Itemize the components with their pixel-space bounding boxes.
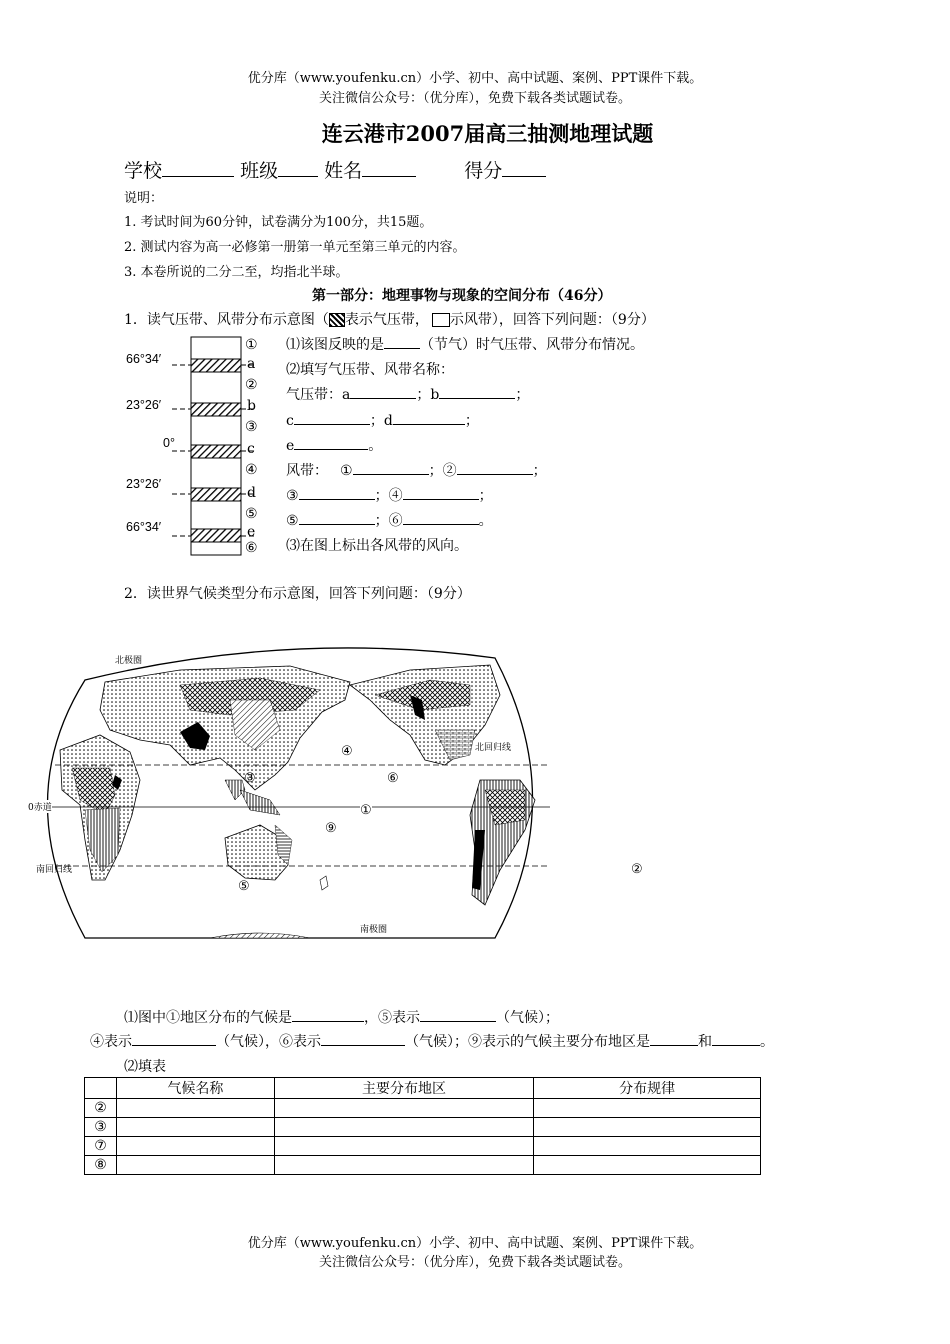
q1-wind-row-1: 风带： ① ；② ； [286,460,547,480]
q2-sub1-line [124,1007,559,1027]
row-label: ⑧ [85,1156,117,1175]
belt-c-label: c [247,441,255,457]
w-1: ① [340,463,353,479]
tropic-capricorn-label: 南回归线 [36,865,73,875]
header-line-1: 优分库（www.youfenku.cn）小学、初中、高中试题、案例、PPT课件下载。 [247,71,703,86]
page-title: 连云港市2007届高三抽测地理试题 [321,121,654,146]
note-3: 3. 本卷所说的二分二至，均指北半球。 [124,265,349,280]
school-blank[interactable] [162,162,234,177]
score-label: 得分 [464,160,503,182]
belt-d-label: d [247,485,256,501]
map-num-5: ⑤ [238,879,250,894]
q2-sub2: ⑵填表 [124,1059,166,1075]
q2-s1-c: （气候）； [496,1010,559,1026]
q1-stem [124,309,655,329]
q1-pressure-row-3: e 。 [286,435,382,455]
table-row [85,1156,761,1175]
q2-region-2-blank[interactable] [712,1031,760,1046]
note-2: 2. 测试内容为高一必修第一册第一单元至第三单元的内容。 [124,240,466,255]
footer-line-1: 优分库（www.youfenku.cn）小学、初中、高中试题、案例、PPT课件下载。 [247,1236,703,1251]
belt-e-label: e [247,524,256,540]
map-num-1: ① [360,803,372,818]
p-d-blank[interactable] [393,410,465,425]
q2-climate-6-blank[interactable] [321,1031,405,1046]
name-label: 姓名 [324,160,363,182]
notes-heading: 说明： [124,191,164,206]
q1-wind-row-2: ③ ；④ ； [286,485,493,505]
q1-sub1-b: （节气）时气压带、风带分布情况。 [420,337,644,353]
q2-s1-a: ⑴图中①地区分布的气候是 [124,1010,292,1026]
table-row [85,1118,761,1137]
p-e: e [286,438,295,454]
map-num-4: ④ [341,744,353,759]
w-6-blank[interactable] [403,510,479,525]
p-c: c [286,413,294,429]
table-cell[interactable] [534,1099,761,1118]
table-header-cell: 分布规律 [534,1078,761,1099]
q1-stem-a: 1．读气压带、风带分布示意图（ [124,312,329,328]
q1-wind-row-3: ⑤ ；⑥ 。 [286,510,493,530]
table-header-row [85,1078,761,1099]
w-2-blank[interactable] [457,460,533,475]
lat-label-23n: 23°26′ [126,398,162,412]
lat-label-66s: 66°34′ [126,520,162,534]
antarctic-circle-label: 南极圈 [360,925,388,935]
lat-label-23s: 23°26′ [126,477,162,491]
row-label: ⑦ [85,1137,117,1156]
wind-5-label: ⑤ [245,506,258,522]
tropic-cancer-label: 北回归线 [475,743,512,753]
table-cell[interactable] [116,1118,274,1137]
p-b: b [430,387,440,403]
q1-stem-b: 表示气压带， [344,312,429,328]
belt-d [191,488,241,501]
map-num-6: ⑥ [387,771,399,786]
q2-sub1-line-2 [90,1031,774,1051]
world-climate-map [30,640,555,942]
q1-solar-term-blank[interactable] [384,334,420,349]
q1-stem-c: 示风带），回答下列问题：（9分） [449,312,655,328]
w-6: ⑥ [388,513,403,529]
table-cell[interactable] [274,1118,534,1137]
table-row [85,1099,761,1118]
belt-e [191,529,241,542]
name-blank[interactable] [362,162,416,177]
w-1-blank[interactable] [353,460,429,475]
header-line-2: 关注微信公众号：（优分库），免费下载各类试题试卷。 [318,91,631,106]
wind-6-label: ⑥ [245,540,258,556]
belt-b [191,403,241,416]
w-3: ③ [286,488,299,504]
table-cell[interactable] [274,1137,534,1156]
q2-s2-d: 和 [698,1034,712,1050]
belt-a [191,359,241,372]
table-cell[interactable] [116,1137,274,1156]
table-cell[interactable] [534,1156,761,1175]
q2-climate-4-blank[interactable] [132,1031,216,1046]
q2-s2-b: （气候），⑥表示 [216,1034,321,1050]
table-cell[interactable] [274,1099,534,1118]
school-label: 学校 [124,160,163,182]
q1-sub3: ⑶在图上标出各风带的风向。 [286,538,468,554]
q2-stem: 2．读世界气候类型分布示意图，回答下列问题：（9分） [124,586,471,602]
q2-s2-a: ④表示 [90,1034,132,1050]
table-header-cell: 气候名称 [116,1078,274,1099]
equator-label: 0赤道 [28,800,52,813]
row-label: ② [85,1099,117,1118]
p-a-blank[interactable] [350,384,416,399]
p-c-blank[interactable] [294,410,370,425]
w-5: ⑤ [286,513,299,529]
student-info [124,156,546,183]
belt-b-label: b [247,398,256,414]
w-5-blank[interactable] [299,510,375,525]
q2-climate-5-blank[interactable] [420,1007,496,1022]
wind-label: 风带： [286,463,328,479]
q2-s1-b: ，⑤表示 [364,1010,420,1026]
map-num-3: ③ [244,771,256,786]
lat-label-0: 0° [163,436,175,450]
arctic-circle-label: 北极圈 [115,656,143,666]
pressure-legend-icon [329,313,345,327]
belt-a-label: a [247,356,256,372]
table-cell[interactable] [116,1156,274,1175]
w-4-blank[interactable] [403,485,479,500]
p-d: d [383,413,393,429]
table-cell[interactable] [534,1118,761,1137]
score-blank[interactable] [502,162,546,177]
q1-sub2: ⑵填写气压带、风带名称： [286,362,454,378]
note-1: 1. 考试时间为60分钟，试卷满分为100分，共15题。 [124,215,433,230]
q2-s2-c: （气候）；⑨表示的气候主要分布地区是 [405,1034,650,1050]
class-label: 班级 [240,160,279,182]
table-cell[interactable] [116,1099,274,1118]
wind-1-label: ① [245,337,258,353]
table-header-cell [85,1078,117,1099]
footer-line-2: 关注微信公众号：（优分库），免费下载各类试题试卷。 [318,1255,631,1270]
q2-s2-e: 。 [760,1034,774,1050]
q1-sub1-a: ⑴该图反映的是 [286,337,384,353]
q2-climate-1-blank[interactable] [292,1007,364,1022]
p-a: a [342,387,351,403]
q1-pressure-row-2: c ；d ； [286,410,479,430]
wind-2-label: ② [245,377,258,393]
section-heading: 第一部分：地理事物与现象的空间分布（46分） [312,288,612,304]
q1-sub1 [286,334,644,354]
wind-legend-icon [432,313,450,327]
table-cell[interactable] [534,1137,761,1156]
table-row [85,1137,761,1156]
p-b-blank[interactable] [439,384,515,399]
lat-label-66n: 66°34′ [126,352,162,366]
table-header-cell: 主要分布地区 [274,1078,534,1099]
class-blank[interactable] [278,162,318,177]
pressure-label: 气压带： [286,387,342,403]
q1-pressure-row-1: 气压带：a ；b ； [286,384,529,404]
q2-region-1-blank[interactable] [650,1031,698,1046]
p-e-blank[interactable] [294,435,368,450]
w-4: ④ [388,488,403,504]
w-2: ② [442,463,457,479]
row-label: ③ [85,1118,117,1137]
map-num-2: ② [631,862,643,877]
climate-fill-table [84,1077,761,1175]
table-cell[interactable] [274,1156,534,1175]
map-num-9: ⑨ [325,821,337,836]
w-3-blank[interactable] [299,485,375,500]
wind-3-label: ③ [245,419,258,435]
belt-c [191,445,241,458]
wind-4-label: ④ [245,462,258,478]
